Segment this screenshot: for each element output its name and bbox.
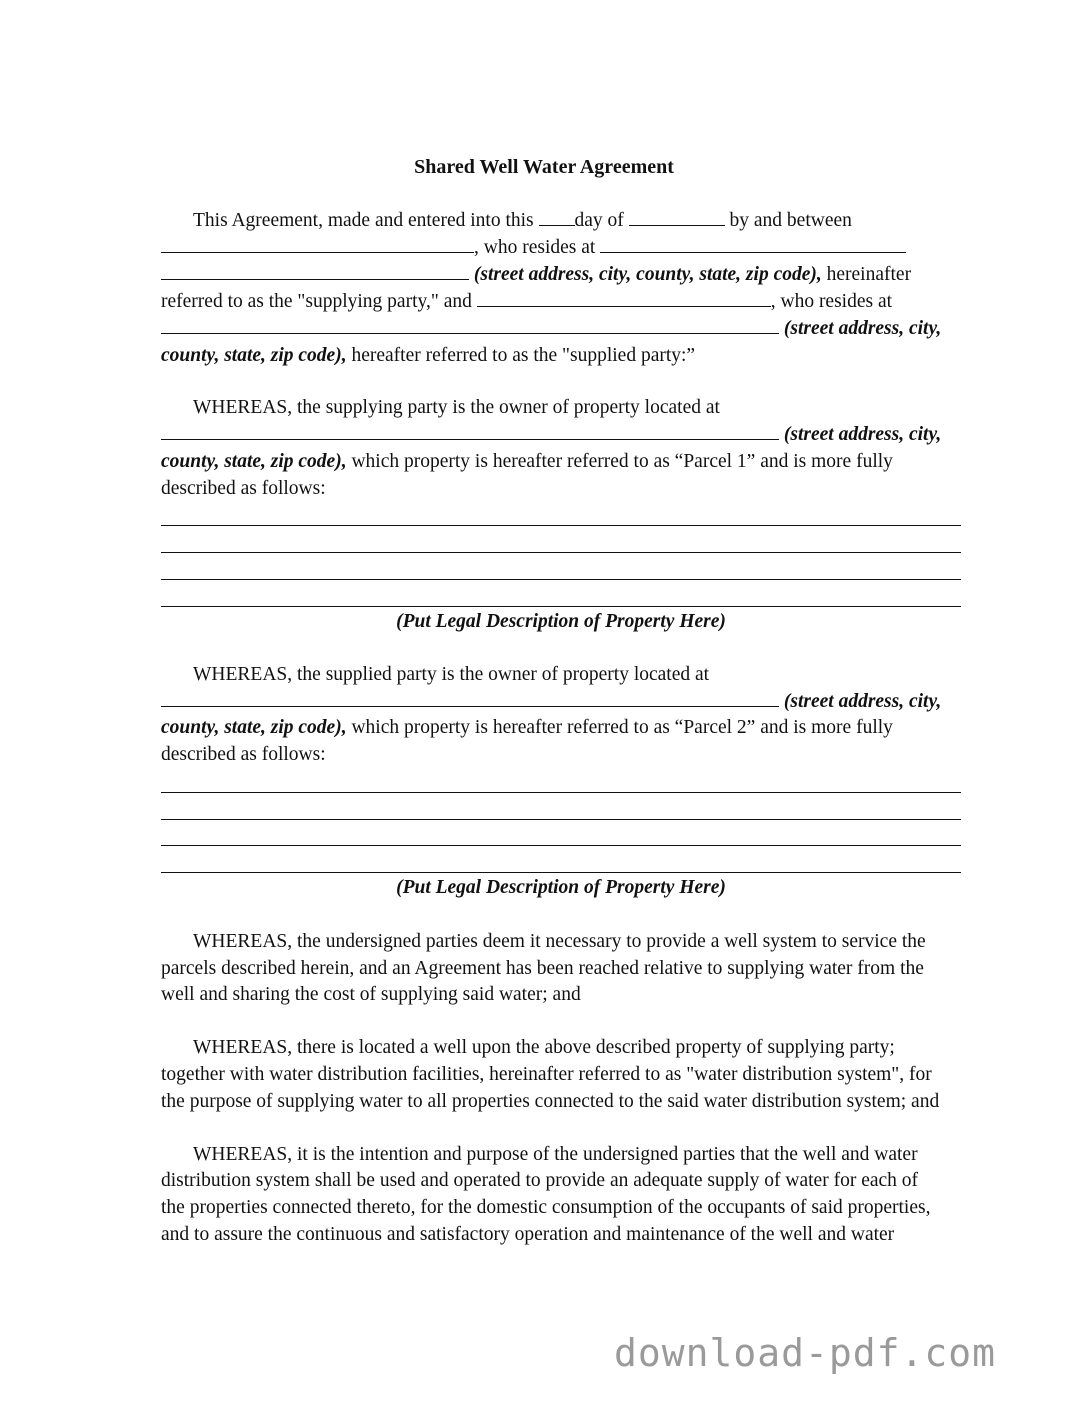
parcel-text: which property is hereafter referred to as “Parcel 1” and is more fully bbox=[346, 451, 893, 472]
intro-line-2 bbox=[161, 234, 961, 261]
address-hint: (street address, city, bbox=[779, 424, 942, 445]
whereas-well-system-line: well and sharing the cost of supplying said water; and bbox=[161, 984, 581, 1005]
parcel2-description-line[interactable] bbox=[161, 872, 961, 873]
parcel2-line-2 bbox=[161, 688, 961, 715]
address-hint: county, state, zip code), bbox=[161, 717, 347, 738]
parcel2-line-4: described as follows: bbox=[161, 744, 326, 765]
address-hint: (street address, city, county, state, zip code), bbox=[469, 264, 822, 285]
parcel1-description-line[interactable] bbox=[161, 606, 961, 607]
intro-line-1 bbox=[193, 207, 961, 234]
supplying-party-address-blank-2[interactable] bbox=[161, 261, 469, 280]
address-hint: county, state, zip code), bbox=[161, 451, 347, 472]
parcel1-description-line[interactable] bbox=[161, 525, 961, 526]
intro-line-5 bbox=[161, 315, 961, 342]
whereas-located-well-line: WHEREAS, there is located a well upon the above described property of supplying party; bbox=[193, 1037, 895, 1058]
parcel2-legal-note: (Put Legal Description of Property Here) bbox=[396, 877, 726, 898]
whereas-located-well-line: together with water distribution facilities, hereinafter referred to as "water distribution system", for bbox=[161, 1064, 932, 1085]
whereas-well-system-line: WHEREAS, the undersigned parties deem it necessary to provide a well system to service the bbox=[193, 931, 926, 952]
intro-line-6 bbox=[161, 342, 961, 369]
parcel2-description-line[interactable] bbox=[161, 792, 961, 793]
parcel2-line-3 bbox=[161, 714, 961, 741]
month-blank[interactable] bbox=[629, 207, 725, 226]
intro-line-3 bbox=[161, 261, 961, 288]
intro-text: by and between bbox=[724, 210, 852, 231]
parcel1-line-1: WHEREAS, the supplying party is the owner of property located at bbox=[193, 397, 720, 418]
intro-text: , who resides at bbox=[474, 237, 601, 258]
parcel1-legal-note: (Put Legal Description of Property Here) bbox=[396, 611, 726, 632]
intro-text: , who resides at bbox=[770, 291, 893, 312]
intro-text: day of bbox=[574, 210, 629, 231]
parcel1-description-line[interactable] bbox=[161, 579, 961, 580]
intro-text: hereafter referred to as the "supplied party:” bbox=[346, 345, 696, 366]
whereas-intention-line: WHEREAS, it is the intention and purpose of the undersigned parties that the well and water bbox=[193, 1144, 918, 1165]
parcel2-description-line[interactable] bbox=[161, 845, 961, 846]
parcel1-line-4: described as follows: bbox=[161, 478, 326, 499]
document-title: Shared Well Water Agreement bbox=[414, 156, 674, 178]
intro-text: hereinafter bbox=[821, 264, 912, 285]
intro-text: referred to as the "supplying party," and bbox=[161, 291, 477, 312]
intro-text: This Agreement, made and entered into this bbox=[193, 210, 539, 231]
address-hint: (street address, city, bbox=[779, 318, 942, 339]
parcel1-line-2 bbox=[161, 421, 961, 448]
intro-line-4 bbox=[161, 288, 961, 315]
day-blank[interactable] bbox=[539, 207, 575, 226]
supplying-party-name-blank[interactable] bbox=[161, 234, 474, 253]
whereas-intention-line: the properties connected thereto, for the domestic consumption of the occupants of said properties, bbox=[161, 1197, 931, 1218]
supplying-party-address-blank[interactable] bbox=[600, 234, 906, 253]
whereas-well-system-line: parcels described herein, and an Agreement has been reached relative to supplying water from the bbox=[161, 958, 924, 979]
parcel2-description-line[interactable] bbox=[161, 819, 961, 820]
watermark: download-pdf.com bbox=[614, 1331, 997, 1375]
whereas-intention-line: distribution system shall be used and operated to provide an adequate supply of water for each of bbox=[161, 1170, 919, 1191]
whereas-intention-line: and to assure the continuous and satisfactory operation and maintenance of the well and water bbox=[161, 1224, 895, 1245]
parcel1-address-blank[interactable] bbox=[161, 421, 779, 440]
supplied-party-name-blank[interactable] bbox=[477, 288, 771, 307]
parcel1-description-line[interactable] bbox=[161, 552, 961, 553]
parcel1-line-3 bbox=[161, 448, 961, 475]
whereas-located-well-line: the purpose of supplying water to all properties connected to the said water distribution system; and bbox=[161, 1091, 940, 1112]
supplied-party-address-blank[interactable] bbox=[161, 315, 779, 334]
address-hint: (street address, city, bbox=[779, 691, 942, 712]
parcel2-line-1: WHEREAS, the supplied party is the owner of property located at bbox=[193, 664, 710, 685]
address-hint: county, state, zip code), bbox=[161, 345, 347, 366]
parcel2-address-blank[interactable] bbox=[161, 688, 779, 707]
parcel-text: which property is hereafter referred to as “Parcel 2” and is more fully bbox=[346, 717, 893, 738]
